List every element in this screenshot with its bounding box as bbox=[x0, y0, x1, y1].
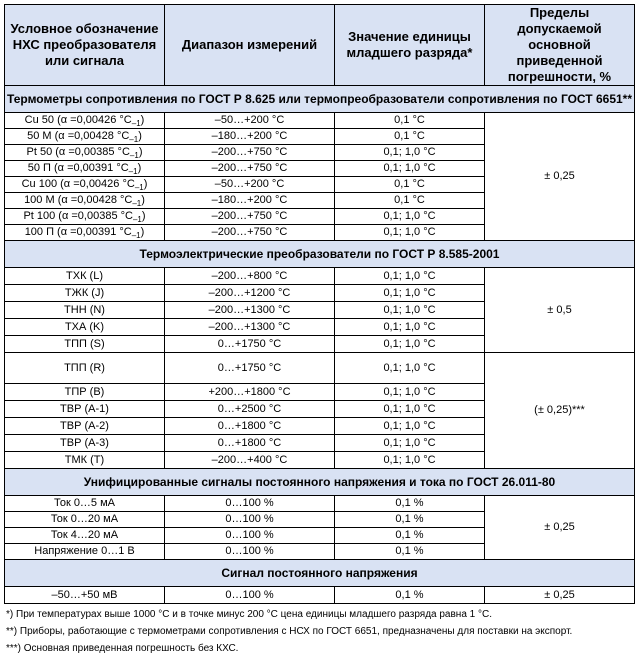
range-cell: 0…+1800 °C bbox=[165, 435, 335, 452]
section-rtd-title: Термометры сопротивления по ГОСТ Р 8.625 или термопреобразователи сопротивления по ГОСТ 6651** bbox=[5, 86, 635, 113]
unit-cell: 0,1; 1,0 °C bbox=[335, 225, 485, 241]
unit-cell: 0,1 % bbox=[335, 512, 485, 528]
designation-cell bbox=[5, 113, 165, 129]
tc-rows bbox=[5, 268, 635, 469]
range-cell: –200…+750 °C bbox=[165, 225, 335, 241]
unit-cell: 0,1; 1,0 °C bbox=[335, 435, 485, 452]
range-cell: –180…+200 °C bbox=[165, 129, 335, 145]
designation-cell bbox=[5, 193, 165, 209]
designation-tail: ) bbox=[138, 130, 142, 142]
designation-exponent: –1 bbox=[129, 151, 139, 161]
designation-text: Pt 50 (α =0,00385 °C bbox=[26, 146, 130, 158]
range-cell: –50…+200 °C bbox=[165, 177, 335, 193]
unit-cell: 0,1; 1,0 °C bbox=[335, 209, 485, 225]
range-cell: –200…+400 °C bbox=[165, 452, 335, 469]
section-unified-title: Унифицированные сигналы постоянного напряжения и тока по ГОСТ 26.011-80 bbox=[5, 469, 635, 496]
designation-tail: ) bbox=[143, 178, 148, 190]
designation-text: 50 П (α =0,00391 °C bbox=[27, 162, 129, 174]
designation-cell bbox=[5, 177, 165, 193]
designation-cell bbox=[5, 225, 165, 241]
table-row bbox=[5, 496, 635, 512]
designation-cell: ТХК (L) bbox=[5, 268, 165, 285]
designation-cell: Ток 4…20 мА bbox=[5, 528, 165, 544]
unified-rows bbox=[5, 496, 635, 560]
designation-cell: ТМК (Т) bbox=[5, 452, 165, 469]
designation-tail: ) bbox=[141, 194, 145, 206]
designation-tail: ) bbox=[140, 114, 145, 126]
designation-exponent: –1 bbox=[131, 231, 141, 241]
section-voltage-title: Сигнал постоянного напряжения bbox=[5, 560, 635, 587]
error-cell: ± 0,25 bbox=[485, 113, 635, 241]
unit-cell: 0,1; 1,0 °C bbox=[335, 302, 485, 319]
designation-exponent: –1 bbox=[128, 167, 138, 177]
designation-cell bbox=[5, 209, 165, 225]
designation-cell: ТПП (R) bbox=[5, 353, 165, 384]
unit-cell: 0,1; 1,0 °C bbox=[335, 268, 485, 285]
range-cell: –200…+1300 °C bbox=[165, 302, 335, 319]
header-row bbox=[5, 5, 635, 86]
designation-cell: ТВР (А-1) bbox=[5, 401, 165, 418]
designation-cell: ТВР (А-2) bbox=[5, 418, 165, 435]
error-cell: ± 0,5 bbox=[485, 268, 635, 353]
designation-cell bbox=[5, 145, 165, 161]
designation-cell: ТПР (B) bbox=[5, 384, 165, 401]
designation-cell: ТНН (N) bbox=[5, 302, 165, 319]
spec-sheet bbox=[4, 4, 634, 659]
designation-tail: ) bbox=[138, 146, 143, 158]
unit-cell: 0,1; 1,0 °C bbox=[335, 384, 485, 401]
unit-cell: 0,1; 1,0 °C bbox=[335, 319, 485, 336]
unit-cell: 0,1 % bbox=[335, 587, 485, 604]
unit-cell: 0,1 % bbox=[335, 528, 485, 544]
unit-cell: 0,1; 1,0 °C bbox=[335, 336, 485, 353]
unit-cell: 0,1 % bbox=[335, 496, 485, 512]
range-cell: –200…+750 °C bbox=[165, 145, 335, 161]
range-cell: 0…+2500 °C bbox=[165, 401, 335, 418]
designation-exponent: –1 bbox=[132, 199, 142, 209]
unit-cell: 0,1 % bbox=[335, 544, 485, 560]
range-cell: 0…+1750 °C bbox=[165, 353, 335, 384]
footnote: *) При температурах выше 1000 °С и в точке минус 200 °С цена единицы младшего разряда равна 1 °С. bbox=[6, 609, 493, 620]
range-cell: +200…+1800 °C bbox=[165, 384, 335, 401]
error-cell: ± 0,25 bbox=[485, 587, 635, 604]
designation-cell bbox=[5, 161, 165, 177]
section-row bbox=[5, 560, 635, 587]
header-range: Диапазон измерений bbox=[165, 5, 335, 86]
range-cell: –200…+1200 °C bbox=[165, 285, 335, 302]
unit-cell: 0,1 °C bbox=[335, 129, 485, 145]
voltage-rows bbox=[5, 587, 635, 604]
range-cell: 0…100 % bbox=[165, 544, 335, 560]
footnote: **) Приборы, работающие с термометрами сопротивления с НСХ по ГОСТ 6651, предназначены для поставки на экспорт. bbox=[6, 626, 573, 637]
header-error: Пределы допускаемой основной приведенной погрешности, % bbox=[485, 5, 635, 86]
designation-cell: –50…+50 мВ bbox=[5, 587, 165, 604]
range-cell: –50…+200 °C bbox=[165, 113, 335, 129]
designation-text: Cu 100 (α =0,00426 °C bbox=[21, 178, 135, 190]
designation-tail: ) bbox=[140, 226, 145, 238]
unit-cell: 0,1; 1,0 °C bbox=[335, 353, 485, 384]
footnotes bbox=[4, 608, 634, 659]
designation-text: 100 М (α =0,00428 °C bbox=[24, 194, 133, 206]
unit-cell: 0,1; 1,0 °C bbox=[335, 145, 485, 161]
spec-table bbox=[4, 4, 635, 604]
header-unit: Значение единицы младшего разряда* bbox=[335, 5, 485, 86]
unit-cell: 0,1; 1,0 °C bbox=[335, 418, 485, 435]
range-cell: 0…100 % bbox=[165, 496, 335, 512]
range-cell: 0…+1800 °C bbox=[165, 418, 335, 435]
designation-cell bbox=[5, 129, 165, 145]
designation-text: 50 М (α =0,00428 °C bbox=[27, 130, 130, 142]
designation-cell: ТВР (А-3) bbox=[5, 435, 165, 452]
designation-exponent: –1 bbox=[131, 119, 141, 129]
error-cell: ± 0,25 bbox=[485, 496, 635, 560]
designation-exponent: –1 bbox=[132, 215, 142, 225]
range-cell: –200…+800 °C bbox=[165, 268, 335, 285]
designation-text: 100 П (α =0,00391 °C bbox=[24, 226, 132, 238]
error-cell: (± 0,25)*** bbox=[485, 353, 635, 469]
designation-tail: ) bbox=[141, 210, 146, 222]
designation-exponent: –1 bbox=[129, 135, 139, 145]
unit-cell: 0,1 °C bbox=[335, 113, 485, 129]
range-cell: –200…+1300 °C bbox=[165, 319, 335, 336]
header-designation: Условное обозначение НХС преобразователя или сигнала bbox=[5, 5, 165, 86]
unit-cell: 0,1 °C bbox=[335, 177, 485, 193]
range-cell: 0…100 % bbox=[165, 512, 335, 528]
designation-cell: Ток 0…20 мА bbox=[5, 512, 165, 528]
unit-cell: 0,1 °C bbox=[335, 193, 485, 209]
footnote: ***) Основная приведенная погрешность без КХС. bbox=[6, 643, 239, 654]
unit-cell: 0,1; 1,0 °C bbox=[335, 161, 485, 177]
designation-text: Cu 50 (α =0,00426 °C bbox=[24, 114, 132, 126]
designation-tail: ) bbox=[137, 162, 142, 174]
designation-cell: Ток 0…5 мА bbox=[5, 496, 165, 512]
designation-cell: ТХА (K) bbox=[5, 319, 165, 336]
designation-cell: ТЖК (J) bbox=[5, 285, 165, 302]
range-cell: 0…+1750 °C bbox=[165, 336, 335, 353]
table-row bbox=[5, 353, 635, 384]
unit-cell: 0,1; 1,0 °C bbox=[335, 285, 485, 302]
range-cell: –180…+200 °C bbox=[165, 193, 335, 209]
range-cell: 0…100 % bbox=[165, 528, 335, 544]
table-row bbox=[5, 268, 635, 285]
unit-cell: 0,1; 1,0 °C bbox=[335, 452, 485, 469]
section-tc-title: Термоэлектрические преобразователи по ГОСТ Р 8.585-2001 bbox=[5, 241, 635, 268]
section-row bbox=[5, 86, 635, 113]
range-cell: 0…100 % bbox=[165, 587, 335, 604]
table-row bbox=[5, 113, 635, 129]
designation-cell: Напряжение 0…1 В bbox=[5, 544, 165, 560]
designation-cell: ТПП (S) bbox=[5, 336, 165, 353]
designation-exponent: –1 bbox=[134, 183, 144, 193]
designation-text: Pt 100 (α =0,00385 °C bbox=[23, 210, 133, 222]
section-row bbox=[5, 469, 635, 496]
unit-cell: 0,1; 1,0 °C bbox=[335, 401, 485, 418]
range-cell: –200…+750 °C bbox=[165, 161, 335, 177]
range-cell: –200…+750 °C bbox=[165, 209, 335, 225]
section-row bbox=[5, 241, 635, 268]
rtd-rows bbox=[5, 113, 635, 241]
table-row bbox=[5, 587, 635, 604]
